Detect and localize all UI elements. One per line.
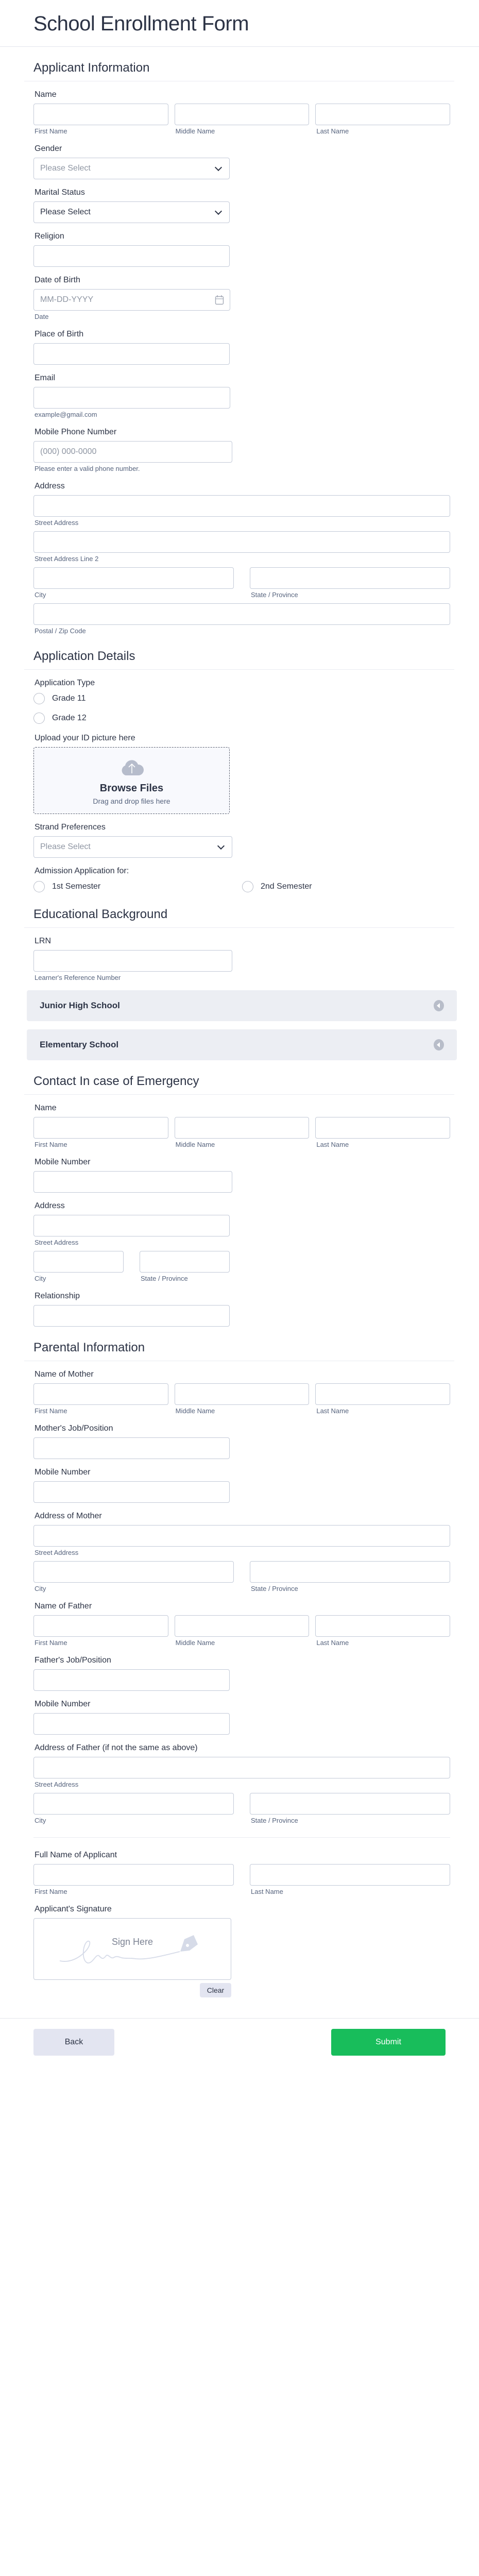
file-upload-dropzone[interactable] — [33, 747, 230, 814]
marital-status-value: Please Select — [40, 208, 91, 216]
city-sublabel: City — [35, 1817, 46, 1824]
state-sublabel: State / Province — [251, 1817, 298, 1824]
last-name-sublabel: Last Name — [316, 1407, 349, 1415]
emergency-mobile-field — [33, 1157, 450, 1193]
relationship-field — [33, 1291, 450, 1327]
emergency-middle-name-input[interactable] — [175, 1117, 310, 1139]
email-field — [33, 373, 450, 419]
upload-hint: Drag and drop files here — [93, 797, 170, 805]
mother-mobile-field — [33, 1467, 450, 1503]
emergency-mobile-input[interactable] — [33, 1171, 232, 1193]
street-address-input[interactable] — [33, 495, 450, 517]
radio-label-grade-12[interactable]: Grade 12 — [52, 714, 87, 722]
lrn-sublabel: Learner's Reference Number — [35, 974, 121, 981]
middle-name-sublabel: Middle Name — [175, 127, 215, 135]
collapsible-title: Elementary School — [40, 1040, 119, 1049]
father-job-input[interactable] — [33, 1669, 230, 1691]
option-2nd-semester[interactable] — [242, 880, 312, 893]
state-sublabel: State / Province — [251, 1585, 298, 1592]
religion-input[interactable] — [33, 245, 230, 267]
lrn-field — [33, 936, 450, 982]
street-address-line2-input[interactable] — [33, 531, 450, 553]
city-input[interactable] — [33, 567, 234, 589]
mother-address-field — [33, 1511, 450, 1593]
section-title-emergency: Contact In case of Emergency — [33, 1074, 199, 1088]
radio-label-2nd-semester[interactable]: 2nd Semester — [261, 882, 312, 891]
emergency-city-input[interactable] — [33, 1251, 124, 1273]
pob-input[interactable] — [33, 343, 230, 365]
middle-name-sublabel: Middle Name — [175, 1639, 215, 1647]
strand-select-placeholder: Please Select — [40, 842, 91, 851]
postal-code-input[interactable] — [33, 603, 450, 625]
chevron-down-icon — [215, 163, 222, 171]
dob-label: Date of Birth — [35, 276, 80, 284]
collapsible-elementary-school[interactable] — [27, 1029, 457, 1060]
cloud-upload-icon — [119, 758, 144, 776]
signature-pad[interactable] — [33, 1918, 231, 1980]
application-type-label: Application Type — [35, 679, 95, 687]
marital-status-field — [33, 188, 450, 223]
option-1st-semester[interactable] — [33, 880, 242, 893]
mother-mobile-label: Mobile Number — [35, 1468, 91, 1477]
strand-label: Strand Preferences — [35, 823, 106, 832]
strand-select[interactable] — [33, 836, 232, 858]
father-first-name-input[interactable] — [33, 1615, 168, 1637]
first-name-input[interactable] — [33, 104, 168, 125]
marital-status-label: Marital Status — [35, 188, 85, 197]
radio-label-grade-11[interactable]: Grade 11 — [52, 694, 86, 703]
admission-field — [33, 866, 450, 893]
first-name-sublabel: First Name — [35, 1888, 67, 1895]
father-city-input[interactable] — [33, 1793, 234, 1815]
lrn-label: LRN — [35, 937, 52, 945]
state-sublabel: State / Province — [251, 591, 298, 599]
chevron-down-icon — [215, 207, 222, 214]
father-job-label: Father's Job/Position — [35, 1656, 111, 1665]
section-header-applicant — [24, 60, 454, 81]
mother-last-name-input[interactable] — [315, 1383, 450, 1405]
address-field — [33, 481, 450, 635]
admission-label: Admission Application for: — [35, 867, 129, 875]
section-header-application — [24, 649, 454, 670]
pob-field — [33, 329, 450, 365]
postal-code-sublabel: Postal / Zip Code — [35, 627, 86, 635]
address-label: Address — [35, 482, 65, 490]
calendar-icon[interactable] — [215, 295, 224, 305]
relationship-input[interactable] — [33, 1305, 230, 1327]
collapse-toggle-icon[interactable] — [434, 1039, 444, 1050]
form-title: School Enrollment Form — [33, 12, 249, 35]
option-grade-11[interactable] — [33, 692, 450, 705]
last-name-sublabel: Last Name — [251, 1888, 283, 1895]
dob-sublabel: Date — [35, 313, 49, 320]
name-field — [33, 90, 450, 135]
emergency-first-name-input[interactable] — [33, 1117, 168, 1139]
email-sublabel: example@gmail.com — [35, 411, 97, 418]
full-name-field — [33, 1850, 450, 1896]
father-last-name-input[interactable] — [315, 1615, 450, 1637]
email-input[interactable] — [33, 387, 230, 409]
phone-label: Mobile Phone Number — [35, 428, 117, 436]
upload-label: Upload your ID picture here — [35, 734, 135, 742]
street-address-sublabel: Street Address — [35, 1781, 79, 1788]
section-title-applicant: Applicant Information — [33, 61, 150, 75]
gender-select-placeholder: Please Select — [40, 164, 91, 173]
mother-job-field — [33, 1423, 450, 1459]
street-address-sublabel: Street Address — [35, 519, 79, 527]
section-header-education — [24, 907, 454, 928]
last-name-sublabel: Last Name — [316, 1141, 349, 1148]
strand-field — [33, 822, 450, 858]
father-mobile-input[interactable] — [33, 1713, 230, 1735]
mother-middle-name-input[interactable] — [175, 1383, 310, 1405]
clear-signature-button[interactable]: Clear — [200, 1983, 231, 1997]
radio-1st-semester[interactable] — [33, 881, 45, 892]
section-title-parental: Parental Information — [33, 1341, 145, 1354]
father-name-label: Name of Father — [35, 1602, 92, 1611]
middle-name-input[interactable] — [175, 104, 310, 125]
email-label: Email — [35, 374, 56, 382]
applicant-last-name-input[interactable] — [250, 1864, 450, 1886]
religion-field — [33, 231, 450, 267]
gender-label: Gender — [35, 144, 62, 153]
first-name-sublabel: First Name — [35, 1407, 67, 1415]
phone-sublabel: Please enter a valid phone number. — [35, 465, 140, 472]
last-name-sublabel: Last Name — [316, 127, 349, 135]
father-address-label: Address of Father (if not the same as above) — [35, 1743, 198, 1752]
first-name-sublabel: First Name — [35, 1141, 67, 1148]
phone-input[interactable] — [33, 441, 232, 463]
divider — [33, 1837, 450, 1838]
city-sublabel: City — [35, 591, 46, 599]
emergency-address-label: Address — [35, 1201, 65, 1210]
radio-label-1st-semester[interactable]: 1st Semester — [52, 882, 101, 891]
upload-field — [33, 733, 450, 814]
name-label: Name — [35, 90, 57, 99]
section-title-application: Application Details — [33, 649, 135, 663]
last-name-input[interactable] — [315, 104, 450, 125]
state-input[interactable] — [250, 567, 450, 589]
state-sublabel: State / Province — [141, 1275, 188, 1282]
religion-label: Religion — [35, 232, 64, 241]
emergency-address-field — [33, 1201, 450, 1283]
middle-name-sublabel: Middle Name — [175, 1141, 215, 1148]
option-grade-12[interactable] — [33, 711, 450, 725]
section-title-education: Educational Background — [33, 907, 168, 921]
city-sublabel: City — [35, 1275, 46, 1282]
gender-field — [33, 144, 450, 179]
father-job-field — [33, 1655, 450, 1691]
section-header-parental — [24, 1340, 454, 1361]
collapsible-title: Junior High School — [40, 1001, 120, 1010]
father-name-field — [33, 1601, 450, 1647]
father-middle-name-input[interactable] — [175, 1615, 310, 1637]
last-name-sublabel: Last Name — [316, 1639, 349, 1647]
lrn-input[interactable] — [33, 950, 232, 972]
browse-files-button[interactable]: Browse Files — [99, 783, 164, 794]
relationship-label: Relationship — [35, 1292, 80, 1300]
father-state-input[interactable] — [250, 1793, 450, 1815]
marital-status-select[interactable] — [33, 201, 230, 223]
mother-city-input[interactable] — [33, 1561, 234, 1583]
dob-input[interactable] — [33, 289, 230, 311]
radio-2nd-semester[interactable] — [242, 881, 253, 892]
submit-button[interactable]: Submit — [331, 2029, 446, 2056]
mother-address-label: Address of Mother — [35, 1512, 102, 1520]
street-address-line2-sublabel: Street Address Line 2 — [35, 555, 99, 563]
father-address-field — [33, 1743, 450, 1825]
pob-label: Place of Birth — [35, 330, 84, 338]
emergency-name-label: Name — [35, 1104, 57, 1112]
phone-field — [33, 427, 450, 473]
sign-here-placeholder: Sign Here — [111, 1937, 153, 1947]
mother-name-field — [33, 1369, 450, 1415]
form-footer — [0, 2018, 479, 2068]
signature-scribble-icon — [59, 1934, 213, 1965]
emergency-last-name-input[interactable] — [315, 1117, 450, 1139]
mother-name-label: Name of Mother — [35, 1370, 94, 1379]
signature-field — [33, 1904, 450, 1997]
applicant-first-name-input[interactable] — [33, 1864, 234, 1886]
mother-job-input[interactable] — [33, 1437, 230, 1459]
mother-job-label: Mother's Job/Position — [35, 1424, 113, 1433]
form-header — [0, 0, 479, 47]
gender-select[interactable] — [33, 158, 230, 179]
mother-first-name-input[interactable] — [33, 1383, 168, 1405]
collapsible-junior-high-school[interactable] — [27, 990, 457, 1021]
mother-street-input[interactable] — [33, 1525, 450, 1547]
emergency-street-input[interactable] — [33, 1215, 230, 1236]
section-header-emergency — [24, 1074, 454, 1095]
chevron-down-icon — [217, 842, 225, 849]
first-name-sublabel: First Name — [35, 127, 67, 135]
radio-grade-12[interactable] — [33, 713, 45, 724]
father-street-input[interactable] — [33, 1757, 450, 1778]
full-name-label: Full Name of Applicant — [35, 1851, 117, 1859]
emergency-mobile-label: Mobile Number — [35, 1158, 91, 1166]
mother-state-input[interactable] — [250, 1561, 450, 1583]
first-name-sublabel: First Name — [35, 1639, 67, 1647]
signature-label: Applicant's Signature — [35, 1905, 112, 1913]
emergency-name-field — [33, 1103, 450, 1149]
back-button[interactable]: Back — [33, 2029, 114, 2056]
application-type-field — [33, 678, 450, 725]
collapse-toggle-icon[interactable] — [434, 1000, 444, 1011]
middle-name-sublabel: Middle Name — [175, 1407, 215, 1415]
father-mobile-field — [33, 1699, 450, 1735]
city-sublabel: City — [35, 1585, 46, 1592]
street-address-sublabel: Street Address — [35, 1239, 79, 1246]
father-mobile-label: Mobile Number — [35, 1700, 91, 1708]
radio-grade-11[interactable] — [33, 693, 45, 704]
emergency-state-input[interactable] — [140, 1251, 230, 1273]
street-address-sublabel: Street Address — [35, 1549, 79, 1556]
dob-field — [33, 275, 450, 321]
mother-mobile-input[interactable] — [33, 1481, 230, 1503]
